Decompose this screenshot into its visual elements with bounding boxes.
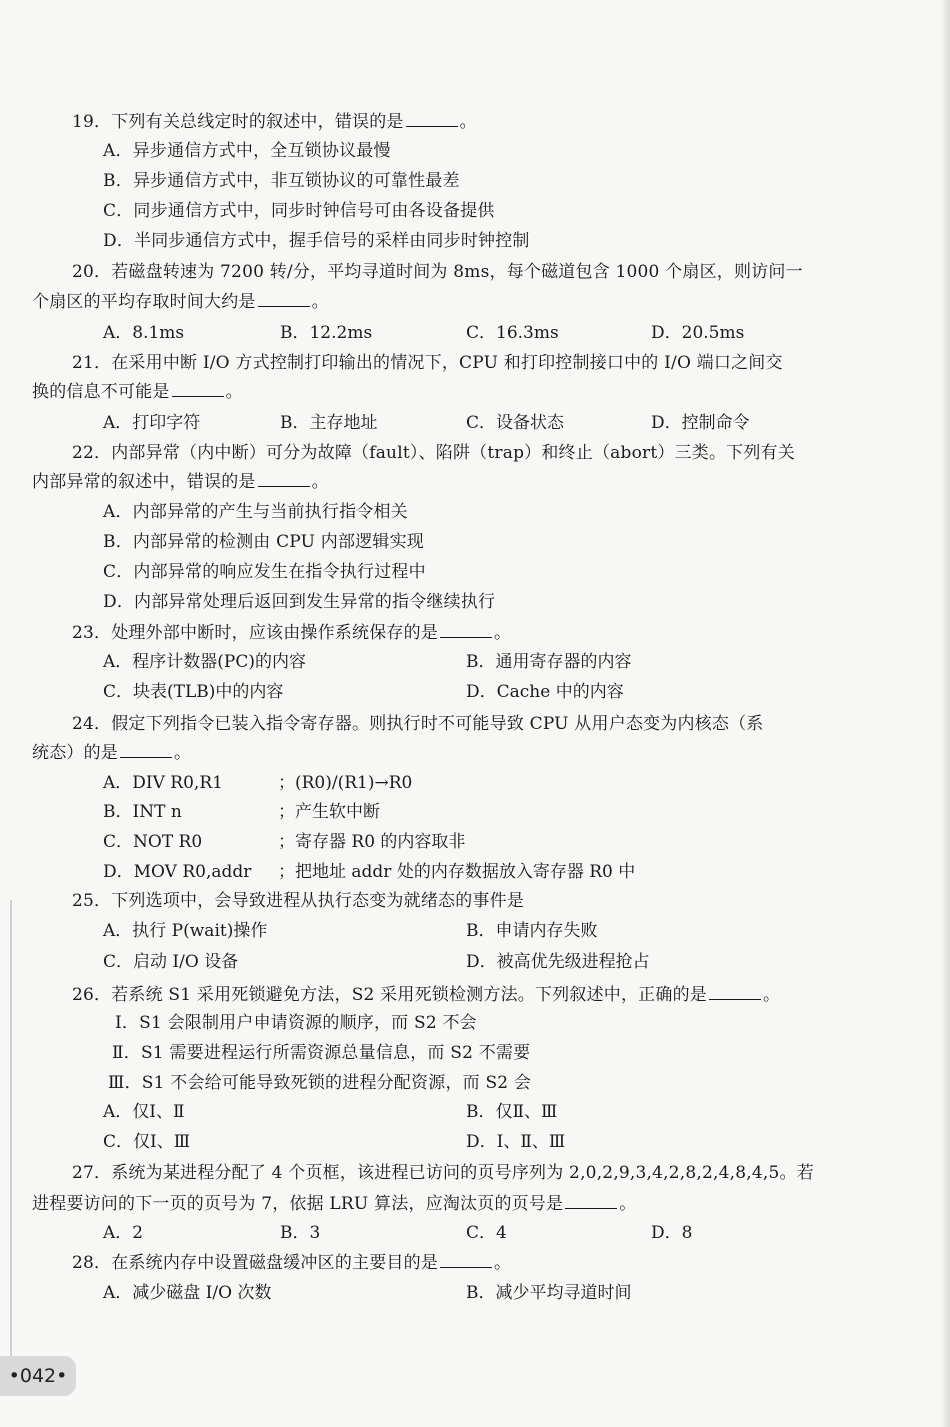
answer-blank: [172, 380, 224, 397]
q23-option-b: B．通用寄存器的内容: [466, 652, 632, 672]
q27-stem-line1: 27．系统为某进程分配了 4 个页框，该进程已访问的页号序列为 2,0,2,9,3,4,2,8,2,4,8,4,5。若: [72, 1163, 814, 1183]
q25-option-a: A．执行 P(wait)操作: [103, 921, 268, 941]
q28-option-a: A．减少磁盘 I/O 次数: [103, 1283, 272, 1303]
q19-option-c: C．同步通信方式中，同步时钟信号可由各设备提供: [103, 201, 495, 221]
q22-option-d: D．内部异常处理后返回到发生异常的指令继续执行: [103, 592, 496, 612]
q25-option-c: C．启动 I/O 设备: [103, 952, 239, 972]
q22-stem-line1: 22．内部异常（内中断）可分为故障（fault）、陷阱（trap）和终止（abort）三类。下列有关: [72, 443, 795, 463]
q19-option-b: B．异步通信方式中，非互锁协议的可靠性最差: [103, 171, 460, 191]
q23-option-c: C．块表(TLB)中的内容: [103, 682, 284, 702]
q26-stem: 26．若系统 S1 采用死锁避免方法，S2 采用死锁检测方法。下列叙述中，正确的是 。: [72, 985, 781, 1005]
q24-option-d-comment: ；把地址 addr 处的内存数据放入寄存器 R0 中: [278, 862, 636, 882]
q21-option-b: B．主存地址: [280, 413, 378, 433]
q24-option-c-code: C．NOT R0: [103, 832, 203, 852]
page-number: 042: [19, 1365, 57, 1387]
q24-option-a-code: A．DIV R0,R1: [103, 773, 223, 793]
q27-option-c: C．4: [466, 1223, 507, 1243]
q26-option-c: C．仅Ⅰ、Ⅲ: [103, 1132, 191, 1152]
q21-stem-line1: 21．在采用中断 I/O 方式控制打印输出的情况下，CPU 和打印控制接口中的 I/O 端口之间交: [72, 353, 783, 373]
q28-option-b: B．减少平均寻道时间: [466, 1283, 632, 1303]
q24-option-b-comment: ；产生软中断: [278, 802, 380, 822]
bullet-dot: •: [56, 1365, 68, 1387]
q22-stem-line2: 内部异常的叙述中，错误的是 。: [32, 472, 329, 492]
q19-option-a: A．异步通信方式中，全互锁协议最慢: [103, 141, 391, 161]
answer-blank: [120, 741, 172, 758]
book-spine-shadow: [940, 0, 950, 1427]
q27-stem-line2: 进程要访问的下一页的页号为 7，依据 LRU 算法，应淘汰页的页号是 。: [32, 1194, 637, 1214]
q26-option-b: B．仅Ⅱ、Ⅲ: [466, 1102, 558, 1122]
q20-option-b: B．12.2ms: [280, 323, 373, 343]
answer-blank: [709, 983, 761, 1000]
page-number-badge: [0, 1356, 76, 1396]
q25-option-d: D．被高优先级进程抢占: [466, 952, 650, 972]
q26-option-d: D．Ⅰ、Ⅱ、Ⅲ: [466, 1132, 566, 1152]
q21-stem-line2: 换的信息不可能是 。: [32, 382, 243, 402]
q20-option-a: A．8.1ms: [103, 323, 185, 343]
q19-stem: 19．下列有关总线定时的叙述中，错误的是 。: [72, 112, 477, 132]
q24-option-a-comment: ；(R0)/(R1)→R0: [278, 773, 413, 793]
q25-stem: 25．下列选项中，会导致进程从执行态变为就绪态的事件是: [72, 891, 525, 911]
q20-stem-line2: 个扇区的平均存取时间大约是 。: [32, 292, 329, 312]
q22-option-b: B．内部异常的检测由 CPU 内部逻辑实现: [103, 532, 424, 552]
answer-blank: [565, 1192, 617, 1209]
answer-blank: [258, 290, 310, 307]
bullet-dot: •: [8, 1365, 20, 1387]
q26-statement-3: Ⅲ．S1 不会给可能导致死锁的进程分配资源，而 S2 会: [108, 1073, 532, 1093]
answer-blank: [440, 621, 492, 638]
answer-blank: [406, 110, 458, 127]
q24-option-d-code: D．MOV R0,addr: [103, 862, 252, 882]
q23-option-a: A．程序计数器(PC)的内容: [103, 652, 306, 672]
q20-option-c: C．16.3ms: [466, 323, 559, 343]
q23-stem: 23．处理外部中断时，应该由操作系统保存的是 。: [72, 623, 512, 643]
q21-option-d: D．控制命令: [651, 413, 750, 433]
q24-stem-line1: 24．假定下列指令已装入指令寄存器。则执行时不可能导致 CPU 从用户态变为内核态（系: [72, 714, 764, 734]
q27-option-d: D．8: [651, 1223, 693, 1243]
q19-option-d: D．半同步通信方式中，握手信号的采样由同步时钟控制: [103, 231, 530, 251]
q21-option-a: A．打印字符: [103, 413, 201, 433]
q21-option-c: C．设备状态: [466, 413, 565, 433]
q22-option-c: C．内部异常的响应发生在指令执行过程中: [103, 562, 426, 582]
q24-stem-line2: 统态）的是 。: [32, 743, 192, 763]
q27-option-b: B．3: [280, 1223, 321, 1243]
q23-option-d: D．Cache 中的内容: [466, 682, 624, 702]
q26-statement-1: Ⅰ．S1 会限制用户申请资源的顺序，而 S2 不会: [115, 1013, 477, 1033]
q25-option-b: B．申请内存失败: [466, 921, 598, 941]
q20-stem-line1: 20．若磁盘转速为 7200 转/分，平均寻道时间为 8ms，每个磁道包含 1000 个扇区，则访问一: [72, 262, 803, 282]
q20-option-d: D．20.5ms: [651, 323, 745, 343]
q22-option-a: A．内部异常的产生与当前执行指令相关: [103, 502, 408, 522]
q27-option-a: A．2: [103, 1223, 144, 1243]
q24-option-b-code: B．INT n: [103, 802, 182, 822]
answer-blank: [440, 1251, 492, 1268]
q28-stem: 28．在系统内存中设置磁盘缓冲区的主要目的是 。: [72, 1253, 512, 1273]
page-edge-line: [10, 900, 12, 1370]
answer-blank: [258, 470, 310, 487]
q26-statement-2: Ⅱ．S1 需要进程运行所需资源总量信息，而 S2 不需要: [112, 1043, 531, 1063]
q24-option-c-comment: ；寄存器 R0 的内容取非: [278, 832, 466, 852]
q26-option-a: A．仅Ⅰ、Ⅱ: [103, 1102, 185, 1122]
